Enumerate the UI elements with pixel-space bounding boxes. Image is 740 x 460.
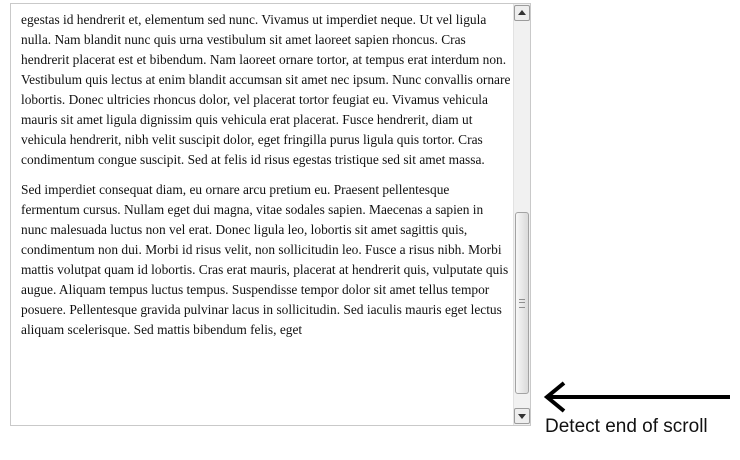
scrollbar-thumb[interactable] [515, 212, 529, 394]
scroll-down-button[interactable] [514, 408, 530, 424]
paragraph-1: egestas id hendrerit et, elementum sed nunc. Vivamus ut imperdiet neque. Ut vel ligula nulla. Nam blandit nunc quis urna vestibulum sit amet laoreet sapien rhoncus. Cras hendrerit placerat est et bibendum. Nam laoreet ornare tortor, at tempus erat interdum non. Vestibulum quis lectus at enim blandit accumsan sit amet nec ipsum. Nunc convallis ornare lobortis. Donec ultricies rhoncus dolor, vel placerat tortor feugiat eu. Vivamus vehicula mauris sit amet ligula dignissim quis vehicula erat placerat. Fusce hendrerit, diam ut vehicula hendrerit, nibh velit suscipit dolor, eget fringilla purus ligula quis tortor. Cras condimentum congue suscipit. Sed at felis id risus egestas tristique sed sit amet massa. [21, 12, 511, 167]
vertical-scrollbar[interactable] [513, 4, 530, 425]
left-arrow-icon [542, 379, 734, 419]
paragraph-2: Sed imperdiet consequat diam, eu ornare arcu pretium eu. Praesent pellentesque fermentum cursus. Nullam eget dui magna, vitae sodales sapien. Maecenas a sapien in nunc malesuada luctus non vel erat. Donec ligula leo, lobortis sit amet sagittis quis, condimentum non dui. Morbi id risus velit, non sollicitudin leo. Fusce a risus nibh. Morbi mattis volutpat quam id lobortis. Cras erat mauris, placerat at hendrerit quis, vulputate quis augue. Aliquam tempus luctus tempus. Suspendisse tempor dolor sit amet tellus tempor posuere. Pellentesque gravida pulvinar lacus in sollicitudin. Sed iaculis mauris eget lectus aliquam scelerisque. Sed mattis bibendum felis, eget [21, 182, 509, 337]
arrow-up-icon [518, 10, 526, 15]
text-content [21, 10, 511, 410]
scrollable-text-box[interactable] [10, 3, 531, 426]
grip-icon [519, 299, 525, 308]
arrow-down-icon [518, 414, 526, 419]
scroll-up-button[interactable] [514, 5, 530, 21]
annotation-label: Detect end of scroll [545, 416, 708, 437]
